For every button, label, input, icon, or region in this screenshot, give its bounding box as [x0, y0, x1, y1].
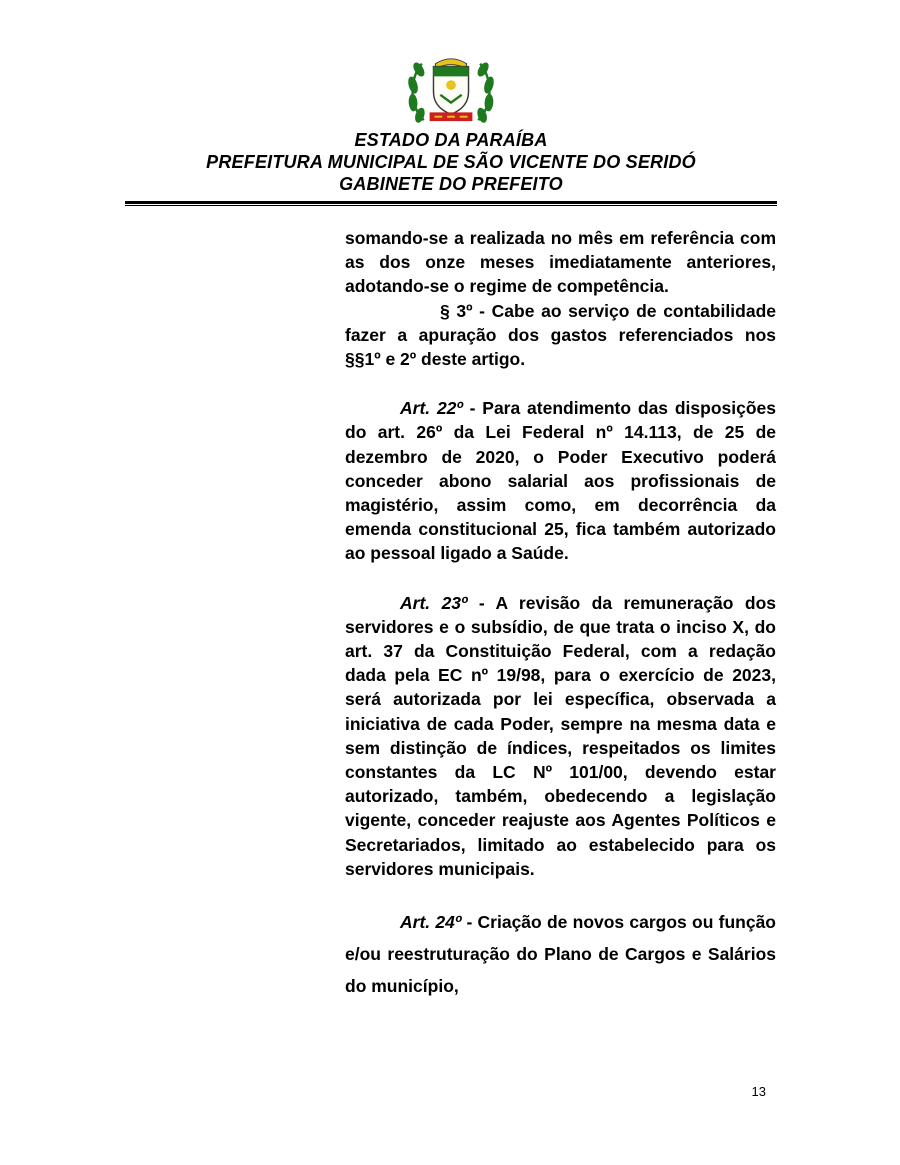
- article-24-label: Art. 24º: [400, 912, 462, 933]
- crest-ribbon: [430, 112, 473, 121]
- header-municipality-line: PREFEITURA MUNICIPAL DE SÃO VICENTE DO SERIDÓ: [206, 152, 696, 172]
- header-divider: [125, 201, 777, 206]
- article-23-label: Art. 23º: [400, 592, 468, 613]
- article-22-label: Art. 22º: [400, 398, 463, 419]
- document-body: [345, 226, 776, 1002]
- paragraph-section-3: § 3º - Cabe ao serviço de contabilidade fazer a apuração dos gastos referenciados nos §§1º e 2º deste artigo.: [345, 300, 776, 370]
- header-office-line: GABINETE DO PREFEITO: [339, 174, 563, 194]
- crest-left-branch: [406, 61, 426, 124]
- article-23-text: - A revisão da remuneração dos servidores e o subsídio, de que trata o inciso X, do art. 37 da Constituição Federal, com a redação dada pela EC nº 19/98, para o exercício de 2023, será autorizada por lei específica, observada a iniciativa de cada Poder, sempre na mesma data e sem distinção de índices, respeitados os limites constantes da LC Nº 101/00, devendo estar autorizado, também, obedecendo a legislação vigente, conceder reajuste aos Agentes Políticos e Secretariados, limitado ao estabelecido para os servidores municipais.: [345, 592, 776, 879]
- document-header: [125, 52, 777, 206]
- coat-of-arms: [125, 52, 777, 124]
- crest-right-branch: [475, 61, 495, 124]
- article-24-text: - Criação de novos cargos ou função e/ou reestruturação do Plano de Cargos e Salários do município,: [345, 912, 776, 997]
- article-22-text: - Para atendimento das disposições do art. 26º da Lei Federal nº 14.113, de 25 de dezembro de 2020, o Poder Executivo poderá conceder abono salarial aos profissionais de magistério, assim como, em decorrência da emenda constitucional 25, fica também autorizado ao pessoal ligado a Saúde.: [345, 398, 776, 564]
- page-number: 13: [751, 1084, 766, 1099]
- municipal-coat-of-arms-icon: [392, 52, 510, 124]
- paragraph-art-22: [345, 396, 776, 565]
- crest-shield: [433, 67, 468, 115]
- header-state-line: ESTADO DA PARAÍBA: [354, 130, 548, 150]
- paragraph-art-24: [345, 906, 776, 1002]
- paragraph-art-23: [345, 591, 776, 881]
- paragraph-continuation: somando-se a realizada no mês em referência com as dos onze meses imediatamente anteriores, adotando-se o regime de competência.: [345, 228, 776, 297]
